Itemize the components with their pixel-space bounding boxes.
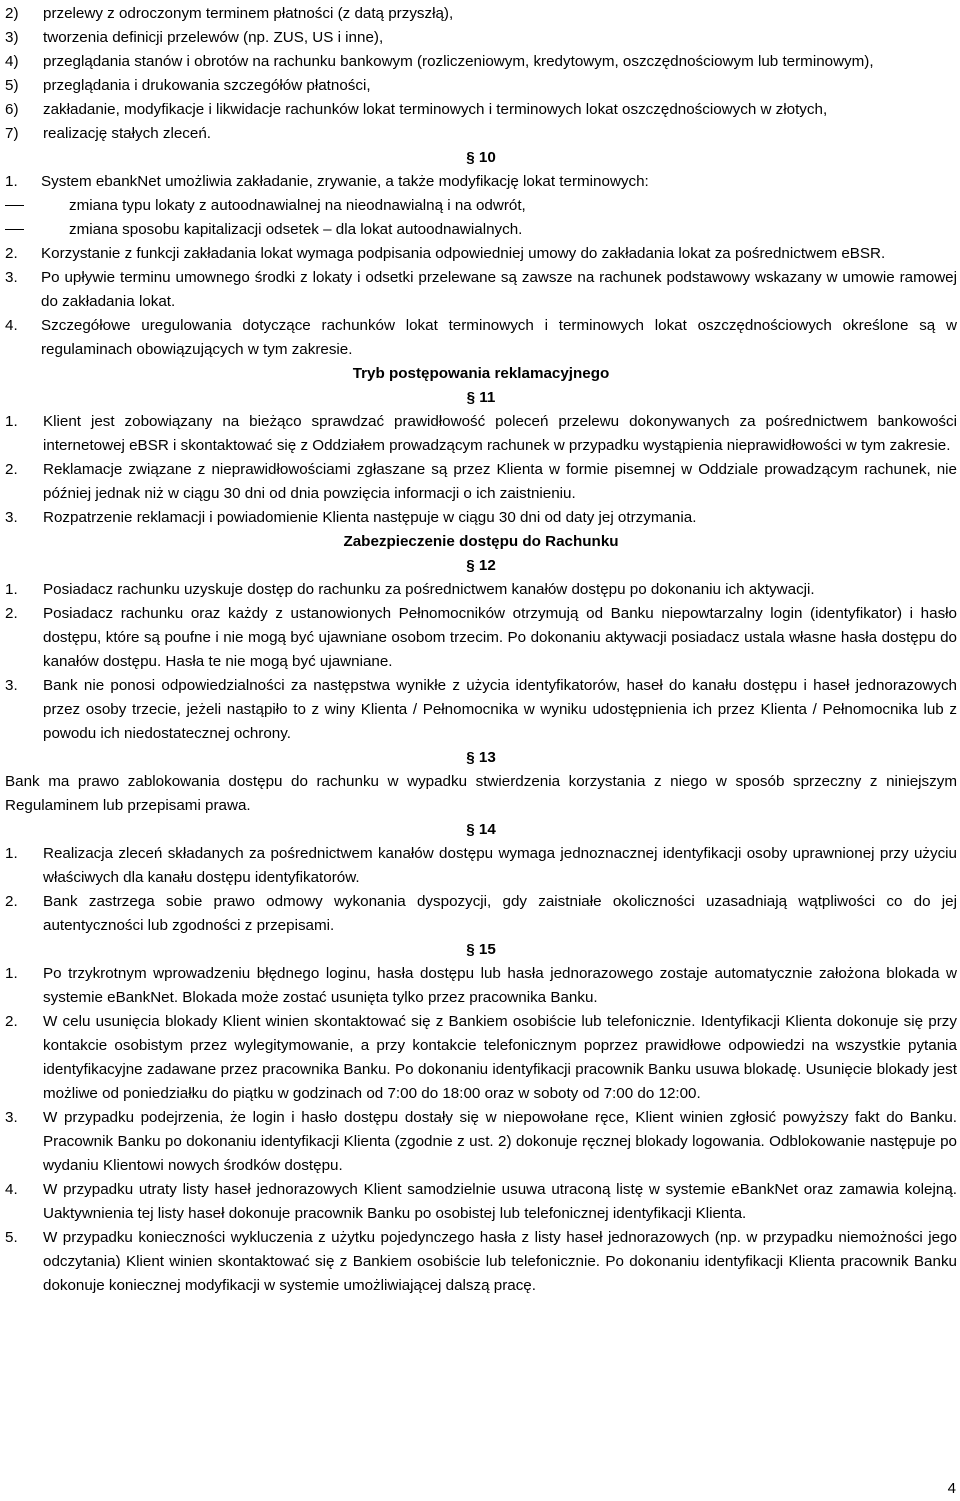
item-text: Posiadacz rachunku uzyskuje dostęp do rachunku za pośrednictwem kanałów dostępu po dokonaniu ich aktywacji. xyxy=(43,581,815,598)
list-item xyxy=(5,890,957,938)
item-text: Bank nie ponosi odpowiedzialności za następstwa wynikłe z użycia identyfikatorów, haseł do kanału dostępu i haseł jednorazowych przez osoby trzecie, jeżeli nastąpiło to z winy Klienta / Pełnomocnika w wyniku udostępnienia ich przez Klienta / Pełnomocnika lub z powodu ich niedostatecznej ochrony. xyxy=(43,677,957,742)
item-number: 4. xyxy=(5,1181,18,1198)
list-item xyxy=(5,26,957,50)
item-number: 5) xyxy=(5,77,19,94)
item-text: W przypadku utraty listy haseł jednorazowych Klient samodzielnie usuwa utraconą listę w systemie eBankNet oraz zamawia kolejną. Uaktywnienia tej listy haseł dokonuje pracownik Banku po osobistej lub telefonicznej identyfikacji Klienta. xyxy=(43,1181,957,1222)
item-text: Realizacja zleceń składanych za pośrednictwem kanałów dostępu wymaga jednoznacznej identyfikacji osoby uprawnionej przy użyciu właściwych dla kanału dostępu identyfikatorów. xyxy=(43,845,957,886)
list-item xyxy=(5,578,957,602)
dash-text: zmiana sposobu kapitalizacji odsetek – dla lokat autoodnawialnych. xyxy=(69,221,523,238)
dash-bullet xyxy=(5,229,24,230)
list-item xyxy=(5,74,957,98)
list-item xyxy=(5,122,957,146)
item-number: 1. xyxy=(5,413,18,430)
list-item xyxy=(5,842,957,890)
list-item xyxy=(5,98,957,122)
item-text: Bank zastrzega sobie prawo odmowy wykonania dyspozycji, gdy zaistniałe okoliczności uzasadniają wątpliwości co do jej autentyczności lub zgodności z przepisami. xyxy=(43,893,957,934)
list-item xyxy=(5,266,957,314)
item-text: System ebankNet umożliwia zakładanie, zrywanie, a także modyfikację lokat terminowych: xyxy=(41,173,649,190)
item-text: Po trzykrotnym wprowadzeniu błędnego loginu, hasła dostępu lub hasła jednorazowego zostaje automatycznie założona blokada w systemie eBankNet. Blokada może zostać usunięta tylko przez pracownika Banku. xyxy=(43,965,957,1006)
list-item xyxy=(5,1178,957,1226)
paragraph-heading-13: § 13 xyxy=(466,749,496,766)
item-text: Po upływie terminu umownego środki z lokaty i odsetki przelewane są zawsze na rachunek podstawowy wskazany w umowie ramowej do zakładania lokat. xyxy=(41,269,957,310)
list-item xyxy=(5,170,957,194)
item-text: zakładanie, modyfikacje i likwidacje rachunków lokat terminowych i terminowych lokat oszczędnościowych w złotych, xyxy=(43,101,828,118)
dash-text: zmiana typu lokaty z autoodnawialnej na nieodnawialną i na odwrót, xyxy=(69,197,526,214)
item-text: Korzystanie z funkcji zakładania lokat wymaga podpisania odpowiedniej umowy do zakładania lokat za pośrednictwem eBSR. xyxy=(41,245,886,262)
list-item xyxy=(5,458,957,506)
item-text: przeglądania i drukowania szczegółów płatności, xyxy=(43,77,371,94)
item-number: 3) xyxy=(5,29,19,46)
item-number: 2. xyxy=(5,893,18,910)
dash-item xyxy=(5,218,957,242)
list-item xyxy=(5,1106,957,1178)
paragraph-heading-12: § 12 xyxy=(466,557,496,574)
paragraph-heading-15: § 15 xyxy=(466,941,496,958)
item-text: Reklamacje związane z nieprawidłowościami zgłaszane są przez Klienta w formie pisemnej w Oddziale prowadzącym rachunek, nie później jednak niż w ciągu 30 dni od dnia powzięcia informacji o ich zaistnieniu. xyxy=(43,461,957,502)
item-number: 3. xyxy=(5,269,18,286)
item-text: W przypadku konieczności wykluczenia z użytku pojedynczego hasła z listy haseł jednorazowych (np. w przypadku niemożności jego odczytania) Klient winien skontaktować się z Bankiem osobiście lub telefonicznie. Po dokonaniu identyfikacji Klienta pracownik Banku dokonuje koniecznej modyfikacji w systemie umożliwiającej dalszą pracę. xyxy=(43,1229,957,1294)
item-text: realizację stałych zleceń. xyxy=(43,125,211,142)
document-body xyxy=(5,2,957,1298)
paragraph-heading-10: § 10 xyxy=(466,149,496,166)
item-number: 2) xyxy=(5,5,19,22)
item-number: 4) xyxy=(5,53,19,70)
list-item xyxy=(5,674,957,746)
item-number: 2. xyxy=(5,605,18,622)
page-number: 4 xyxy=(947,1480,956,1497)
section-title-complaints: Tryb postępowania reklamacyjnego xyxy=(352,365,610,382)
list-item xyxy=(5,242,957,266)
list-item xyxy=(5,314,957,362)
item-number: 1. xyxy=(5,581,18,598)
item-number: 1. xyxy=(5,173,18,190)
item-number: 6) xyxy=(5,101,19,118)
dash-item xyxy=(5,194,957,218)
item-number: 2. xyxy=(5,461,18,478)
list-item xyxy=(5,50,957,74)
paragraph-heading-14: § 14 xyxy=(466,821,496,838)
item-text: W celu usunięcia blokady Klient winien skontaktować się z Bankiem osobiście lub telefonicznie. Identyfikacji Klienta dokonuje się przy kontakcie osobistym przez wylegitymowanie, a przy kontakcie telefonicznym poprzez prawidłowe odpowiedzi na wszystkie pytania identyfikacyjne zadawane przez pracownika Banku. Po dokonaniu identyfikacji pracownik Banku usuwa blokadę. Usunięcie blokady jest możliwe od poniedziałku do piątku w godzinach od 7:00 do 18:00 oraz w soboty od 7:00 do 12:00. xyxy=(43,1013,957,1102)
section-title-security: Zabezpieczenie dostępu do Rachunku xyxy=(343,533,619,550)
list-item xyxy=(5,1010,957,1106)
item-number: 3. xyxy=(5,677,18,694)
item-number: 1. xyxy=(5,845,18,862)
item-text: przelewy z odroczonym terminem płatności (z datą przyszłą), xyxy=(43,5,454,22)
item-text: tworzenia definicji przelewów (np. ZUS, US i inne), xyxy=(43,29,384,46)
paragraph-text-13: Bank ma prawo zablokowania dostępu do rachunku w wypadku stwierdzenia korzystania z niego w sposób sprzeczny z niniejszym Regulaminem lub przepisami prawa. xyxy=(5,773,957,814)
item-text: Rozpatrzenie reklamacji i powiadomienie Klienta następuje w ciągu 30 dni od daty jej otrzymania. xyxy=(43,509,697,526)
item-text: przeglądania stanów i obrotów na rachunku bankowym (rozliczeniowym, kredytowym, oszczędnościowym lub terminowym), xyxy=(43,53,874,70)
item-number: 2. xyxy=(5,245,18,262)
item-number: 5. xyxy=(5,1229,18,1246)
list-item xyxy=(5,1226,957,1298)
item-number: 1. xyxy=(5,965,18,982)
item-text: W przypadku podejrzenia, że login i hasło dostępu dostały się w niepowołane ręce, Klient winien zgłosić powyższy fakt do Banku. Pracownik Banku po dokonaniu identyfikacji Klienta (zgodnie z ust. 2) dokonuje ręcznej blokady logowania. Odblokowanie następuje po wydaniu Klientowi nowych środków dostępu. xyxy=(43,1109,957,1174)
list-item xyxy=(5,962,957,1010)
list-item xyxy=(5,410,957,458)
item-text: Klient jest zobowiązany na bieżąco sprawdzać prawidłowość poleceń przelewu dokonywanych za pośrednictwem bankowości internetowej eBSR i skontaktować się z Oddziałem prowadzącym rachunek w przypadku wystąpienia nieprawidłowości w tym zakresie. xyxy=(43,413,957,454)
list-item xyxy=(5,602,957,674)
item-number: 2. xyxy=(5,1013,18,1030)
list-item xyxy=(5,2,957,26)
item-number: 3. xyxy=(5,509,18,526)
list-item xyxy=(5,506,957,530)
item-number: 3. xyxy=(5,1109,18,1126)
item-number: 7) xyxy=(5,125,19,142)
top-list xyxy=(5,2,957,146)
paragraph-heading-11: § 11 xyxy=(466,389,496,406)
item-text: Szczegółowe uregulowania dotyczące rachunków lokat terminowych i terminowych lokat oszczędnościowych określone są w regulaminach obowiązujących w tym zakresie. xyxy=(41,317,957,358)
item-number: 4. xyxy=(5,317,18,334)
dash-bullet xyxy=(5,205,24,206)
item-text: Posiadacz rachunku oraz każdy z ustanowionych Pełnomocników otrzymują od Banku niepowtarzalny login (identyfikator) i hasło dostępu, które są poufne i nie mogą być ujawniane osobom trzecim. Po dokonaniu aktywacji posiadacz ustala własne hasła dostępu do kanałów dostępu. Hasła te nie mogą być ujawniane. xyxy=(43,605,957,670)
